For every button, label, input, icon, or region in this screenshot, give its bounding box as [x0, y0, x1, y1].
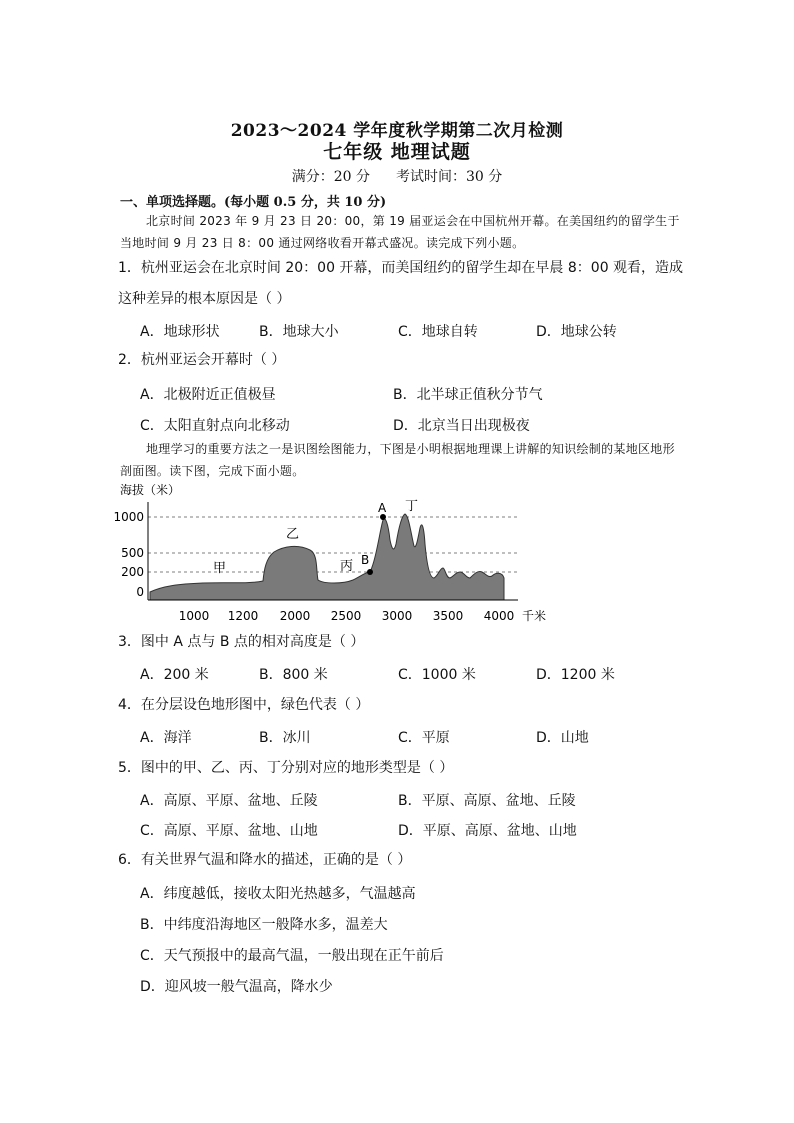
region-label-jia: 甲: [213, 561, 227, 576]
question-1-stem: 1．杭州亚运会在北京时间 20：00 开幕，而美国纽约的留学生却在早晨 8：00 观看，造成这种差异的根本原因是（ ）: [118, 260, 684, 307]
full-score: 满分：20 分: [291, 169, 370, 185]
question-5-stem: 5．图中的甲、乙、丙、丁分别对应的地形类型是（ ）: [118, 760, 454, 776]
q2-option-d[interactable]: D．北京当日出现极夜: [393, 418, 530, 434]
q5-option-c[interactable]: C．高原、平原、盆地、山地: [140, 823, 318, 839]
q5-option-b[interactable]: B．平原、高原、盆地、丘陵: [398, 793, 576, 809]
region-label-bing: 丙: [340, 559, 354, 574]
y-tick-label-200: 200: [121, 565, 144, 579]
exam-time: 考试时间：30 分: [396, 169, 503, 185]
q5-option-d[interactable]: D．平原、高原、盆地、山地: [398, 823, 577, 839]
x-tick-label-2000: 2000: [279, 609, 311, 623]
q6-option-c[interactable]: C．天气预报中的最高气温，一般出现在正午前后: [140, 948, 444, 964]
x-tick-label-1000: 1000: [178, 609, 210, 623]
q2-option-a[interactable]: A．北极附近正值极昼: [140, 387, 276, 403]
q5-option-a[interactable]: A．高原、平原、盆地、丘陵: [140, 793, 318, 809]
q2-option-c[interactable]: C．太阳直射点向北移动: [140, 418, 290, 434]
x-tick-label-4000: 4000: [483, 609, 515, 623]
question-4-stem: 4．在分层设色地形图中，绿色代表（ ）: [118, 697, 370, 713]
intro-paragraph-1: 北京时间 2023 年 9 月 23 日 20：00，第 19 届亚运会在中国杭州开幕。在美国纽约的留学生于当地时间 9 月 23 日 8：00 通过网络收看开幕式盛况。读完成下列小题。: [120, 214, 680, 250]
x-tick-label-2500: 2500: [330, 609, 362, 623]
y-tick-label-0: 0: [136, 585, 144, 599]
q3-option-a[interactable]: A．200 米: [140, 667, 209, 683]
x-tick-label-3500: 3500: [432, 609, 464, 623]
q4-option-a[interactable]: A．海洋: [140, 730, 192, 746]
x-tick-label-3000: 3000: [381, 609, 413, 623]
q6-option-d[interactable]: D．迎风坡一般气温高，降水少: [140, 979, 333, 995]
q1-option-d[interactable]: D．地球公转: [536, 324, 617, 340]
section-title: 一、单项选择题。(每小题 0.5 分，共 10 分): [120, 195, 387, 210]
exam-title: 2023～2024 学年度秋学期第二次月检测: [230, 121, 564, 141]
q3-option-b[interactable]: B．800 米: [259, 667, 328, 683]
question-6-stem: 6．有关世界气温和降水的描述，正确的是（ ）: [118, 852, 412, 868]
terrain-profile-area: [150, 514, 504, 600]
terrain-profile-chart: [113, 480, 558, 630]
y-tick-label-500: 500: [121, 546, 144, 560]
point-a-label: A: [378, 501, 387, 515]
intro-paragraph-2: 地理学习的重要方法之一是识图绘图能力，下图是小明根据地理课上讲解的知识绘制的某地区地形剖面图。读下图，完成下面小题。: [120, 442, 675, 478]
q4-option-c[interactable]: C．平原: [398, 730, 450, 746]
point-b-marker: [367, 569, 373, 575]
score-info: [0, 166, 794, 186]
exam-subtitle: 七年级 地理试题: [323, 141, 471, 163]
q4-option-b[interactable]: B．冰川: [259, 730, 311, 746]
point-b-label: B: [361, 553, 370, 567]
q4-option-d[interactable]: D．山地: [536, 730, 589, 746]
q1-option-a[interactable]: A．地球形状: [140, 324, 220, 340]
chart-gridlines: [148, 517, 518, 572]
q6-option-a[interactable]: A．纬度越低，接收太阳光热越多，气温越高: [140, 886, 416, 902]
y-axis-label: 海拔（米）: [120, 483, 181, 497]
q6-option-b[interactable]: B．中纬度沿海地区一般降水多，温差大: [140, 917, 388, 933]
q1-option-c[interactable]: C．地球自转: [398, 324, 478, 340]
q3-option-d[interactable]: D．1200 米: [536, 667, 615, 683]
q2-option-b[interactable]: B．北半球正值秋分节气: [393, 387, 543, 403]
x-axis-label: 千米: [522, 609, 547, 623]
region-label-ding: 丁: [405, 499, 419, 514]
q1-option-b[interactable]: B．地球大小: [259, 324, 339, 340]
question-3-stem: 3．图中 A 点与 B 点的相对高度是（ ）: [118, 634, 365, 650]
q3-option-c[interactable]: C．1000 米: [398, 667, 476, 683]
x-tick-label-1200: 1200: [227, 609, 259, 623]
question-2-stem: 2．杭州亚运会开幕时（ ）: [118, 352, 286, 368]
region-label-yi: 乙: [286, 527, 300, 542]
y-tick-label-1000: 1000: [113, 510, 144, 524]
